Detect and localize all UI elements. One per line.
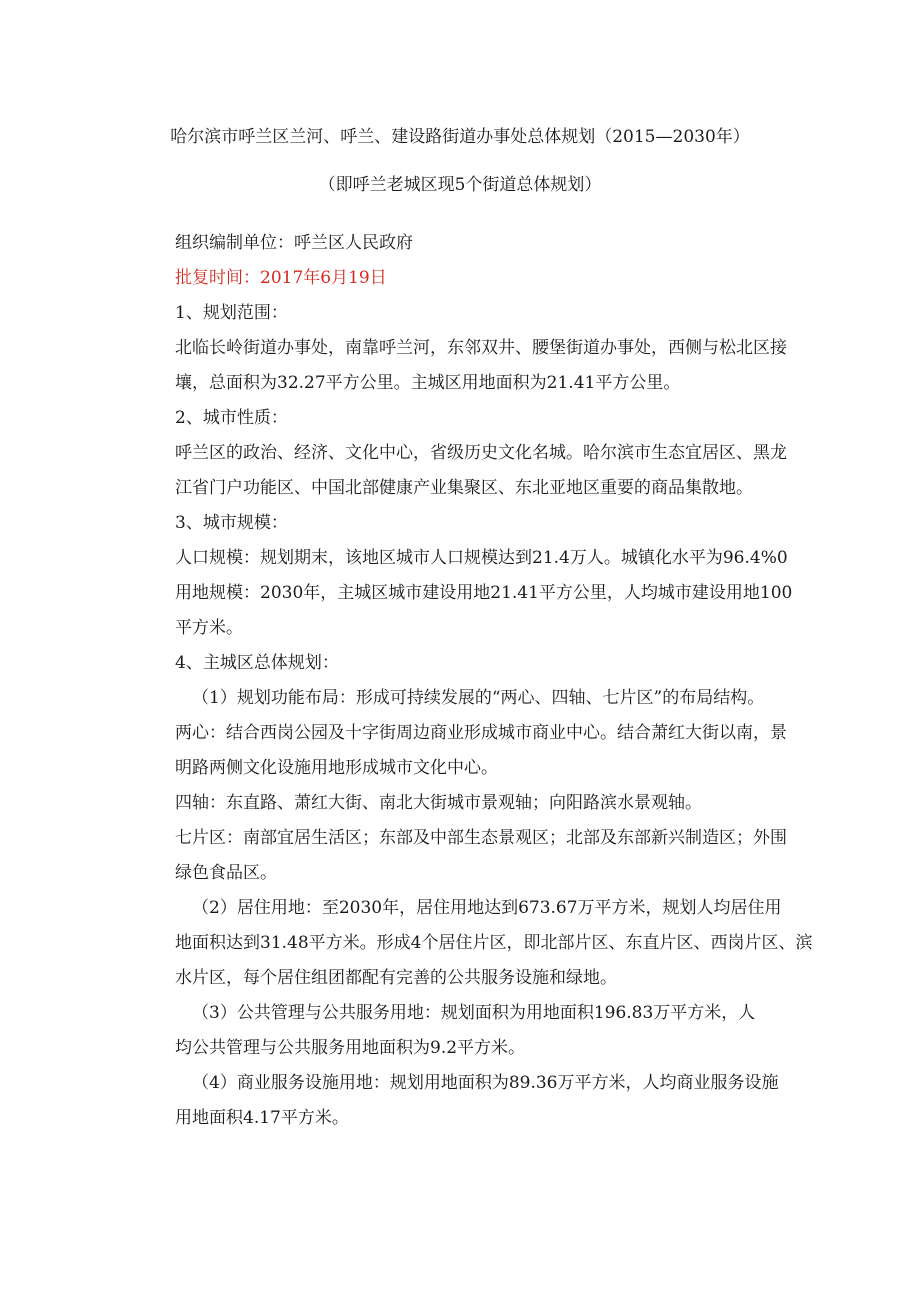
- section-heading-scale: 3、城市规模：: [175, 513, 288, 533]
- public-service-line-2: 均公共管理与公共服务用地面积为9.2平方米。: [175, 1038, 526, 1058]
- nature-line-1: 呼兰区的政治、经济、文化中心，省级历史文化名城。哈尔滨市生态宜居区、黑龙: [175, 443, 787, 463]
- public-service-line-1: （3）公共管理与公共服务用地：规划面积为用地面积196.83万平方米，人: [192, 1003, 756, 1023]
- residential-line-2: 地面积达到31.48平方米。形成4个居住片区，即北部片区、东直片区、西岗片区、滨: [175, 933, 813, 953]
- plan-four-axes: 四轴：东直路、萧红大街、南北大街城市景观轴；向阳路滨水景观轴。: [175, 793, 702, 813]
- org-unit: 组织编制单位：呼兰区人民政府: [175, 233, 413, 253]
- residential-line-1: （2）居住用地：至2030年，居住用地达到673.67万平方米，规划人均居住用: [192, 898, 782, 918]
- plan-layout: （1）规划功能布局：形成可持续发展的“两心、四轴、七片区”的布局结构。: [192, 688, 765, 708]
- plan-two-centers-line-1: 两心：结合西岗公园及十字街周边商业形成城市商业中心。结合萧红大街以南，景: [175, 723, 787, 743]
- document-subtitle: （即呼兰老城区现5个街道总体规划）: [318, 175, 602, 195]
- approval-date: 批复时间：2017年6月19日: [175, 268, 387, 288]
- plan-seven-zones-line-1: 七片区：南部宜居生活区；东部及中部生态景观区；北部及东部新兴制造区；外围: [175, 828, 787, 848]
- residential-line-3: 水片区，每个居住组团都配有完善的公共服务设施和绿地。: [175, 968, 617, 988]
- plan-two-centers-line-2: 明路两侧文化设施用地形成城市文化中心。: [175, 758, 498, 778]
- section-heading-master-plan: 4、主城区总体规划：: [175, 653, 339, 673]
- scope-line-1: 北临长岭街道办事处，南靠呼兰河，东邻双井、腰堡街道办事处，西侧与松北区接: [175, 338, 787, 358]
- plan-seven-zones-line-2: 绿色食品区。: [175, 863, 277, 883]
- scale-population: 人口规模：规划期末，该地区城市人口规模达到21.4万人。城镇化水平为96.4%0: [175, 548, 788, 568]
- scale-land-line-1: 用地规模：2030年，主城区城市建设用地21.41平方公里，人均城市建设用地100: [175, 583, 793, 603]
- commercial-line-1: （4）商业服务设施用地：规划用地面积为89.36万平方米，人均商业服务设施: [192, 1073, 779, 1093]
- scale-land-line-2: 平方米。: [175, 618, 243, 638]
- commercial-line-2: 用地面积4.17平方米。: [175, 1108, 349, 1128]
- nature-line-2: 江省门户功能区、中国北部健康产业集聚区、东北亚地区重要的商品集散地。: [175, 478, 753, 498]
- document-title: 哈尔滨市呼兰区兰河、呼兰、建设路街道办事处总体规划（2015—2030年）: [170, 127, 750, 147]
- document-body: [175, 226, 813, 1136]
- scope-line-2: 壤，总面积为32.27平方公里。主城区用地面积为21.41平方公里。: [175, 373, 681, 393]
- section-heading-scope: 1、规划范围：: [175, 303, 288, 323]
- section-heading-nature: 2、城市性质：: [175, 408, 288, 428]
